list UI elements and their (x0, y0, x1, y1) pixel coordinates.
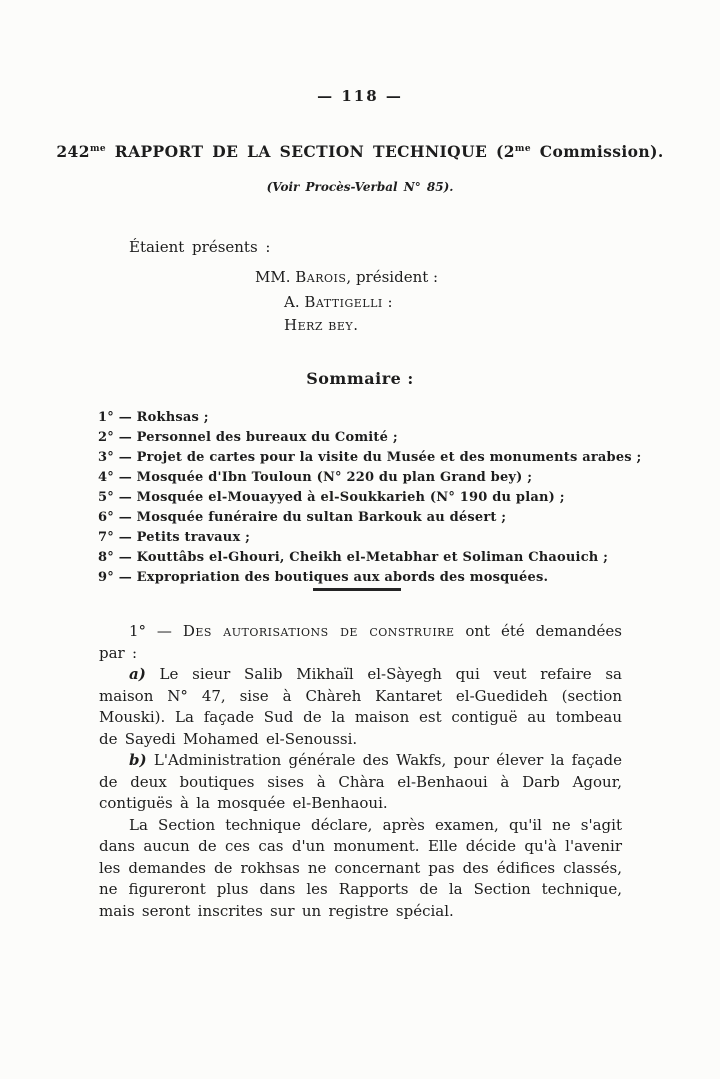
sommaire-heading: Sommaire : (306, 369, 414, 388)
item-text: — Mosquée d'Ibn Touloun (N° 220 du plan Grand bey) ; (118, 470, 533, 485)
report-title-number: 242 (56, 142, 90, 161)
item-marker: 1° (98, 410, 114, 425)
section-separator-rule (313, 588, 401, 591)
item-text: — Kouttâbs el-Ghouri, Cheikh el-Metabhar et Soliman Chaouich ; (118, 550, 609, 565)
report-title-ordinal-suffix: me (89, 143, 106, 154)
item-text: — Mosquée funéraire du sultan Barkouk au désert ; (118, 510, 507, 525)
item-marker: 2° (98, 430, 114, 445)
item-text: — Expropriation des boutiques aux abords des mosquées. (118, 570, 549, 585)
attendee-role: , président : (346, 268, 439, 286)
item-text: — Rokhsas ; (118, 410, 209, 425)
paragraph-lead: 1° — (129, 622, 183, 640)
report-body (99, 621, 622, 922)
attendee-name-herz: Herz bey (284, 316, 354, 334)
item-text: — Petits travaux ; (118, 530, 251, 545)
item-marker: 6° (98, 510, 114, 525)
item-marker: 3° (98, 450, 114, 465)
body-paragraph-intro (99, 621, 622, 664)
item-marker: 9° (98, 570, 114, 585)
attendee-suffix: . (353, 316, 358, 334)
attendee-line-battigelli (284, 293, 393, 311)
sommaire-list (98, 408, 642, 588)
attendee-initial: A. (284, 293, 305, 311)
sommaire-item-2 (98, 428, 628, 448)
item-marker: 4° (98, 470, 114, 485)
attendee-suffix: : (382, 293, 393, 311)
report-title-tail: Commission). (530, 142, 664, 161)
item-marker: 8° (98, 550, 114, 565)
body-paragraph-a (99, 664, 622, 750)
paragraph-b-text: L'Administration générale des Wakfs, pour élever la façade de deux boutiques sises à Chàra el-Benhaoui à Darb Agour, contiguës à la mosquée el-Benhaoui. (99, 751, 622, 812)
report-title (0, 142, 720, 161)
report-title-main: RAPPORT DE LA SECTION TECHNIQUE (2 (106, 142, 515, 161)
item-text: — Personnel des bureaux du Comité ; (118, 430, 398, 445)
attendance-intro: Étaient présents : (129, 238, 271, 256)
sommaire-item-6 (98, 508, 628, 528)
item-marker: 7° (98, 530, 114, 545)
commission-ordinal-suffix: me (514, 143, 531, 154)
paragraph-rest: ont été demandées par : (99, 622, 622, 662)
sommaire-item-1 (98, 408, 628, 428)
paragraph-marker-b: b) (129, 751, 147, 769)
attendee-name-barois: Barois (295, 268, 347, 286)
sommaire-item-5 (98, 488, 628, 508)
sommaire-item-4 (98, 468, 628, 488)
attendee-line-president (255, 268, 438, 286)
paragraph-smallcaps-phrase: Des autorisations de construire (182, 622, 455, 640)
paragraph-a-text: Le sieur Salib Mikhaïl el-Sàyegh qui veut refaire sa maison N° 47, sise à Chàreh Kantaret el-Guedideh (section Mouski). La façade Sud de la maison est contiguë au tombeau de Sayedi Mohamed el-Senoussi. (99, 665, 622, 748)
report-subtitle: (Voir Procès-Verbal N° 85). (266, 180, 454, 194)
attendee-line-herz (284, 316, 358, 334)
sommaire-item-3 (98, 448, 642, 468)
body-paragraph-decision: La Section technique déclare, après examen, qu'il ne s'agit dans aucun de ces cas d'un monument. Elle décide qu'à l'avenir les demandes de rokhsas ne concernant pas des édifices classés, ne figureront plus dans les Rapports de la Section technique, mais seront inscrites sur un registre spécial. (99, 815, 622, 920)
attendee-prefix: MM. (255, 268, 296, 286)
item-text: — Mosquée el-Mouayyed à el-Soukkarieh (N° 190 du plan) ; (118, 490, 565, 505)
attendee-name-battigelli: Battigelli (304, 293, 383, 311)
item-marker: 5° (98, 490, 114, 505)
sommaire-item-9 (98, 568, 628, 588)
sommaire-item-7 (98, 528, 628, 548)
paragraph-marker-a: a) (129, 665, 146, 683)
body-paragraph-b (99, 750, 622, 815)
sommaire-item-8 (98, 548, 628, 568)
page-number: — 118 — (317, 87, 403, 105)
item-text: — Projet de cartes pour la visite du Musée et des monuments arabes ; (118, 450, 642, 465)
